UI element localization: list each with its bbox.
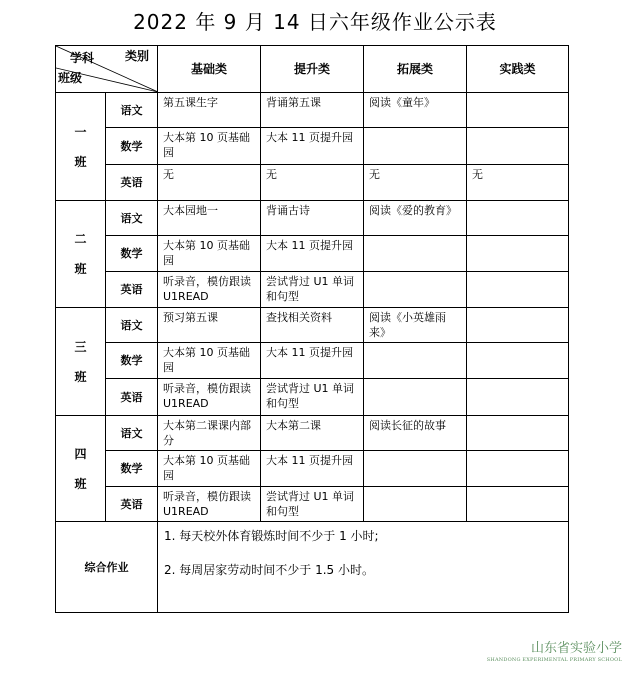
homework-cell: 听录音，模仿跟读 U1READ xyxy=(158,379,261,416)
homework-cell: 大本第二课 xyxy=(261,416,364,451)
homework-cell xyxy=(364,343,467,379)
homework-cell xyxy=(467,201,569,236)
subject-cell-math: 数学 xyxy=(106,128,158,165)
homework-cell: 第五课生字 xyxy=(158,93,261,128)
homework-cell xyxy=(467,343,569,379)
table-row xyxy=(56,416,569,451)
subject-cell-english: 英语 xyxy=(106,379,158,416)
homework-cell: 大本 11 页提升园 xyxy=(261,128,364,165)
homework-cell: 大本第二课课内部分 xyxy=(158,416,261,451)
misc-content xyxy=(158,522,569,613)
table-row xyxy=(56,451,569,487)
col-header-advanced: 提升类 xyxy=(261,46,364,93)
homework-cell: 无 xyxy=(158,165,261,201)
subject-cell-english: 英语 xyxy=(106,165,158,201)
subject-cell-math: 数学 xyxy=(106,343,158,379)
misc-label: 综合作业 xyxy=(56,522,158,613)
table-row xyxy=(56,93,569,128)
homework-cell: 阅读《童年》 xyxy=(364,93,467,128)
school-logo-subtitle: SHANDONG EXPERIMENTAL PRIMARY SCHOOL xyxy=(486,657,622,663)
homework-cell xyxy=(467,272,569,308)
class-name-char: 班 xyxy=(74,262,87,276)
homework-cell: 阅读《爱的教育》 xyxy=(364,201,467,236)
table-row xyxy=(56,165,569,201)
homework-cell: 大本第 10 页基础园 xyxy=(158,451,261,487)
subject-cell-math: 数学 xyxy=(106,236,158,272)
table-row xyxy=(56,308,569,343)
class-name-char: 班 xyxy=(74,369,87,384)
misc-item: 2. 每周居家劳动时间不少于 1.5 小时。 xyxy=(164,563,374,577)
page-title: 2022 年 9 月 14 日六年级作业公示表 xyxy=(133,10,497,34)
school-logo xyxy=(487,637,622,663)
homework-cell xyxy=(364,128,467,165)
homework-cell: 大本第 10 页基础园 xyxy=(158,128,261,165)
homework-cell: 听录音，模仿跟读 U1READ xyxy=(158,487,261,522)
subject-cell-chinese: 语文 xyxy=(106,308,158,343)
corner-subject-label: 学科 xyxy=(70,51,95,65)
table-row xyxy=(56,487,569,522)
homework-table xyxy=(55,45,569,613)
homework-cell: 阅读《小英雄雨来》 xyxy=(364,308,467,343)
homework-cell: 大本 11 页提升园 xyxy=(261,236,364,272)
homework-cell xyxy=(364,487,467,522)
homework-cell xyxy=(364,451,467,487)
school-logo-name: 山东省实验小学 xyxy=(530,641,622,656)
class-name-char: 班 xyxy=(74,154,87,169)
homework-cell: 无 xyxy=(261,165,364,201)
col-header-basic: 基础类 xyxy=(158,46,261,93)
homework-cell xyxy=(467,236,569,272)
col-header-practice: 实践类 xyxy=(467,46,569,93)
homework-cell: 大本 11 页提升园 xyxy=(261,451,364,487)
class-name-cell xyxy=(56,201,106,308)
homework-cell: 背诵古诗 xyxy=(261,201,364,236)
homework-cell xyxy=(364,379,467,416)
col-header-extension: 拓展类 xyxy=(364,46,467,93)
header-row xyxy=(56,46,569,93)
homework-cell xyxy=(364,272,467,308)
homework-cell: 预习第五课 xyxy=(158,308,261,343)
homework-cell: 大本第 10 页基础园 xyxy=(158,343,261,379)
homework-cell: 尝试背过 U1 单词和句型 xyxy=(261,272,364,308)
table-row xyxy=(56,343,569,379)
table-row xyxy=(56,128,569,165)
homework-cell: 尝试背过 U1 单词和句型 xyxy=(261,487,364,522)
homework-cell: 背诵第五课 xyxy=(261,93,364,128)
homework-cell xyxy=(467,379,569,416)
subject-cell-english: 英语 xyxy=(106,487,158,522)
homework-cell xyxy=(467,416,569,451)
class-name-char: 四 xyxy=(74,446,87,461)
subject-cell-chinese: 语文 xyxy=(106,93,158,128)
class-name-char: 二 xyxy=(74,232,87,246)
class-name-cell xyxy=(56,308,106,416)
homework-cell: 尝试背过 U1 单词和句型 xyxy=(261,379,364,416)
homework-cell: 大本第 10 页基础园 xyxy=(158,236,261,272)
table-row xyxy=(56,379,569,416)
homework-cell: 大本园地一 xyxy=(158,201,261,236)
subject-cell-chinese: 语文 xyxy=(106,201,158,236)
table-row xyxy=(56,272,569,308)
table-row xyxy=(56,236,569,272)
class-name-char: 三 xyxy=(74,339,87,354)
homework-cell xyxy=(467,487,569,522)
class-name-char: 一 xyxy=(74,124,87,139)
corner-class-label: 班级 xyxy=(58,71,83,85)
homework-cell: 大本 11 页提升园 xyxy=(261,343,364,379)
homework-cell: 听录音，模仿跟读 U1READ xyxy=(158,272,261,308)
header-corner-cell xyxy=(56,46,158,93)
homework-cell: 查找相关资料 xyxy=(261,308,364,343)
subject-cell-math: 数学 xyxy=(106,451,158,487)
class-name-cell xyxy=(56,93,106,201)
homework-cell xyxy=(467,128,569,165)
subject-cell-chinese: 语文 xyxy=(106,416,158,451)
misc-item: 1. 每天校外体育锻炼时间不少于 1 小时; xyxy=(164,529,379,543)
table-row xyxy=(56,201,569,236)
homework-cell: 无 xyxy=(364,165,467,201)
homework-cell xyxy=(467,93,569,128)
homework-cell: 无 xyxy=(467,165,569,201)
class-name-char: 班 xyxy=(74,476,87,491)
subject-cell-english: 英语 xyxy=(106,272,158,308)
homework-cell xyxy=(467,308,569,343)
homework-cell xyxy=(364,236,467,272)
class-name-cell xyxy=(56,416,106,522)
homework-cell: 阅读长征的故事 xyxy=(364,416,467,451)
homework-cell xyxy=(467,451,569,487)
corner-category-label: 类别 xyxy=(124,49,149,63)
misc-row xyxy=(56,522,569,613)
